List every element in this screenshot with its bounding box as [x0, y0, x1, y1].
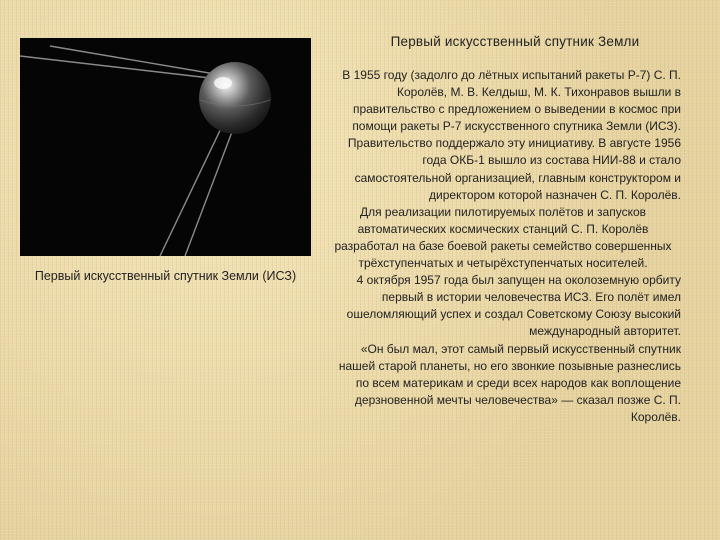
image-caption: Первый искусственный спутник Земли (ИСЗ)	[34, 269, 297, 283]
sputnik-sphere	[199, 62, 271, 134]
sputnik-photo	[20, 38, 311, 256]
paragraph: Для реализации пилотируемых полётов и запусков автоматических космических станций С. П. Королёв разработал на базе боевой ракеты семейство совершенных трёхступенчатых и четырёхступенчатых носителей.	[334, 204, 672, 271]
sputnik-illustration	[20, 38, 311, 256]
paragraph: В 1955 году (задолго до лётных испытаний ракеты Р-7) С. П. Королёв, М. В. Келдыш, М. К. Тихонравов вышли в правительство с предложением о выведении в космос при помощи ракеты Р-7 искусственного спутника Земли (ИСЗ). Правительство поддержало эту инициативу. В августе 1956 года ОКБ-1 вышло из состава НИИ-88 и стало самостоятельной организацией, главным конструктором и директором которой назначен С. П. Королёв.	[342, 68, 681, 202]
paragraph: 4 октября 1957 года был запущен на околоземную орбиту первый в истории человечества ИСЗ. Его полёт имел ошеломляющий успех и создал Советскому Союзу высокий международный авторитет.	[346, 273, 681, 339]
paragraph: «Он был мал, этот самый первый искусственный спутник нашей старой планеты, но его звонкие позывные разнеслись по всем материкам и среди всех народов как воплощение дерзновенной мечты человечества» — сказал позже С. П. Королёв.	[338, 341, 681, 424]
body-text	[325, 67, 681, 426]
slide-title: Первый искусственный спутник Земли	[390, 34, 640, 49]
